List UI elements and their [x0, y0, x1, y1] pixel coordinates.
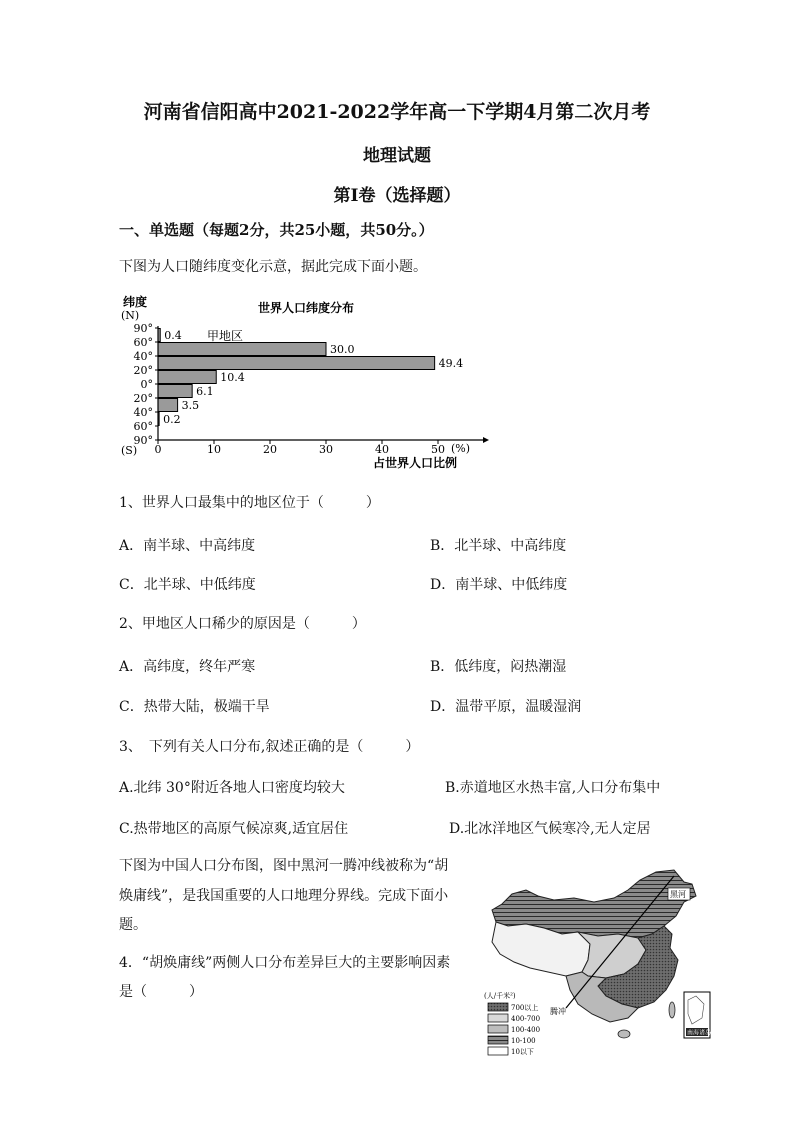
- question-2-option-c: C．热带大陆，极端干旱: [119, 699, 270, 715]
- chart-bar: [158, 343, 326, 356]
- question-3-option-c: C.热带地区的高原气候凉爽,适宜居住: [119, 821, 349, 837]
- map-hainan: [618, 1030, 630, 1038]
- chart-ytick-label: 90°: [133, 434, 153, 447]
- chart-xtick-label: 30: [319, 443, 333, 456]
- chart-value-label: 10.4: [220, 371, 245, 384]
- map-legend-title: (人/千米²): [484, 992, 516, 1000]
- map-intro-line-3: 题。: [119, 917, 147, 933]
- map-taiwan: [669, 1002, 675, 1018]
- question-1-option-d: D．南半球、中低纬度: [430, 577, 568, 593]
- chart-bar: [158, 385, 192, 398]
- chart-ylabel-north: (N): [121, 309, 140, 322]
- chart-bar: [158, 399, 178, 412]
- chart-ytick-label: 40°: [133, 406, 153, 419]
- chart-ytick-label: 40°: [133, 350, 153, 363]
- chart-ytick-label: 20°: [133, 392, 153, 405]
- map-intro-line-2: 焕庸线”，是我国重要的人口地理分界线。完成下面小: [119, 888, 449, 904]
- map-legend-swatch: [488, 1047, 508, 1055]
- chart-ytick-label: 20°: [133, 364, 153, 377]
- question-2-option-a: A．高纬度，终年严寒: [119, 659, 256, 675]
- chart-annotation: 甲地区: [207, 329, 244, 343]
- chart-ytick-label: 0°: [140, 378, 153, 391]
- map-legend-label: 10-100: [511, 1037, 536, 1045]
- question-2-option-d: D．温带平原，温暖湿润: [430, 699, 582, 715]
- map-legend-label: 10以下: [511, 1048, 534, 1056]
- china-population-map: [478, 864, 714, 1070]
- chart-xtick-label: 0: [154, 443, 162, 456]
- chart-bar: [158, 371, 216, 384]
- map-legend-label: 700以上: [511, 1004, 539, 1012]
- chart-ylabel: 纬度: [123, 295, 148, 309]
- map-inset-label: 南海诸岛: [687, 1029, 712, 1037]
- chart-title: 世界人口纬度分布: [258, 301, 355, 315]
- chart-value-label: 49.4: [438, 357, 464, 370]
- subject-title: 地理试题: [363, 146, 431, 166]
- question-1-stem: 1、世界人口最集中的地区位于（ ）: [119, 495, 380, 511]
- question-1-option-c: C．北半球、中低纬度: [119, 577, 256, 593]
- latitude-population-chart: [115, 292, 505, 472]
- question-1-option-a: A．南半球、中高纬度: [119, 538, 256, 554]
- part-title: 第Ⅰ卷（选择题）: [333, 186, 461, 206]
- chart-ytick-label: 60°: [133, 336, 153, 349]
- question-2-option-b: B．低纬度，闷热潮湿: [430, 659, 567, 675]
- question-3-option-d: D.北冰洋地区气候寒冷,无人定居: [449, 821, 651, 837]
- map-legend-label: 100-400: [511, 1026, 541, 1034]
- map-legend-swatch: [488, 1003, 508, 1011]
- chart-value-label: 6.1: [196, 385, 214, 398]
- exam-title: 河南省信阳高中2021-2022学年高一下学期4月第二次月考: [143, 101, 651, 123]
- chart-value-label: 0.4: [164, 329, 182, 342]
- chart-ylabel-south: (S): [121, 444, 138, 457]
- section-heading: 一、单选题（每题2分，共25小题，共50分。）: [119, 221, 434, 239]
- map-legend-swatch: [488, 1025, 508, 1033]
- chart-xtick-label: 40: [375, 443, 389, 456]
- chart-xtick-label: 50: [431, 443, 445, 456]
- chart-xtick-label: 10: [207, 443, 221, 456]
- chart-value-label: 0.2: [163, 413, 181, 426]
- question-1-option-b: B．北半球、中高纬度: [430, 538, 567, 554]
- chart-ytick-label: 60°: [133, 420, 153, 433]
- map-intro-line-1: 下图为中国人口分布图，图中黑河一腾冲线被称为“胡: [119, 858, 449, 874]
- chart-ytick-label: 90°: [133, 322, 153, 335]
- chart-bar: [158, 357, 435, 370]
- question-3-stem: 3、 下列有关人口分布,叙述正确的是（ ）: [119, 739, 420, 755]
- question-3-option-b: B.赤道地区水热丰富,人口分布集中: [445, 780, 661, 796]
- chart-xunit: (%): [451, 442, 471, 455]
- question-4-line-1: 4．“胡焕庸线”两侧人口分布差异巨大的主要影响因素: [119, 955, 451, 971]
- chart-value-label: 3.5: [181, 399, 200, 412]
- city-heihe-label: 黑河: [670, 890, 686, 899]
- chart-intro: 下图为人口随纬度变化示意，据此完成下面小题。: [119, 259, 427, 275]
- question-3-option-a: A.北纬 30°附近各地人口密度均较大: [119, 780, 345, 796]
- chart-value-label: 30.0: [330, 343, 355, 356]
- question-2-stem: 2、甲地区人口稀少的原因是（ ）: [119, 616, 366, 632]
- map-legend-label: 400-700: [511, 1015, 541, 1023]
- question-4-line-2: 是（ ）: [119, 984, 203, 1000]
- map-legend-swatch: [488, 1014, 508, 1022]
- x-axis-arrow-icon: [483, 437, 489, 443]
- map-legend-swatch: [488, 1036, 508, 1044]
- chart-xlabel: 占世界人口比例: [373, 456, 458, 470]
- chart-xtick-label: 20: [263, 443, 277, 456]
- city-tengchong-label: 腾冲: [550, 1007, 566, 1016]
